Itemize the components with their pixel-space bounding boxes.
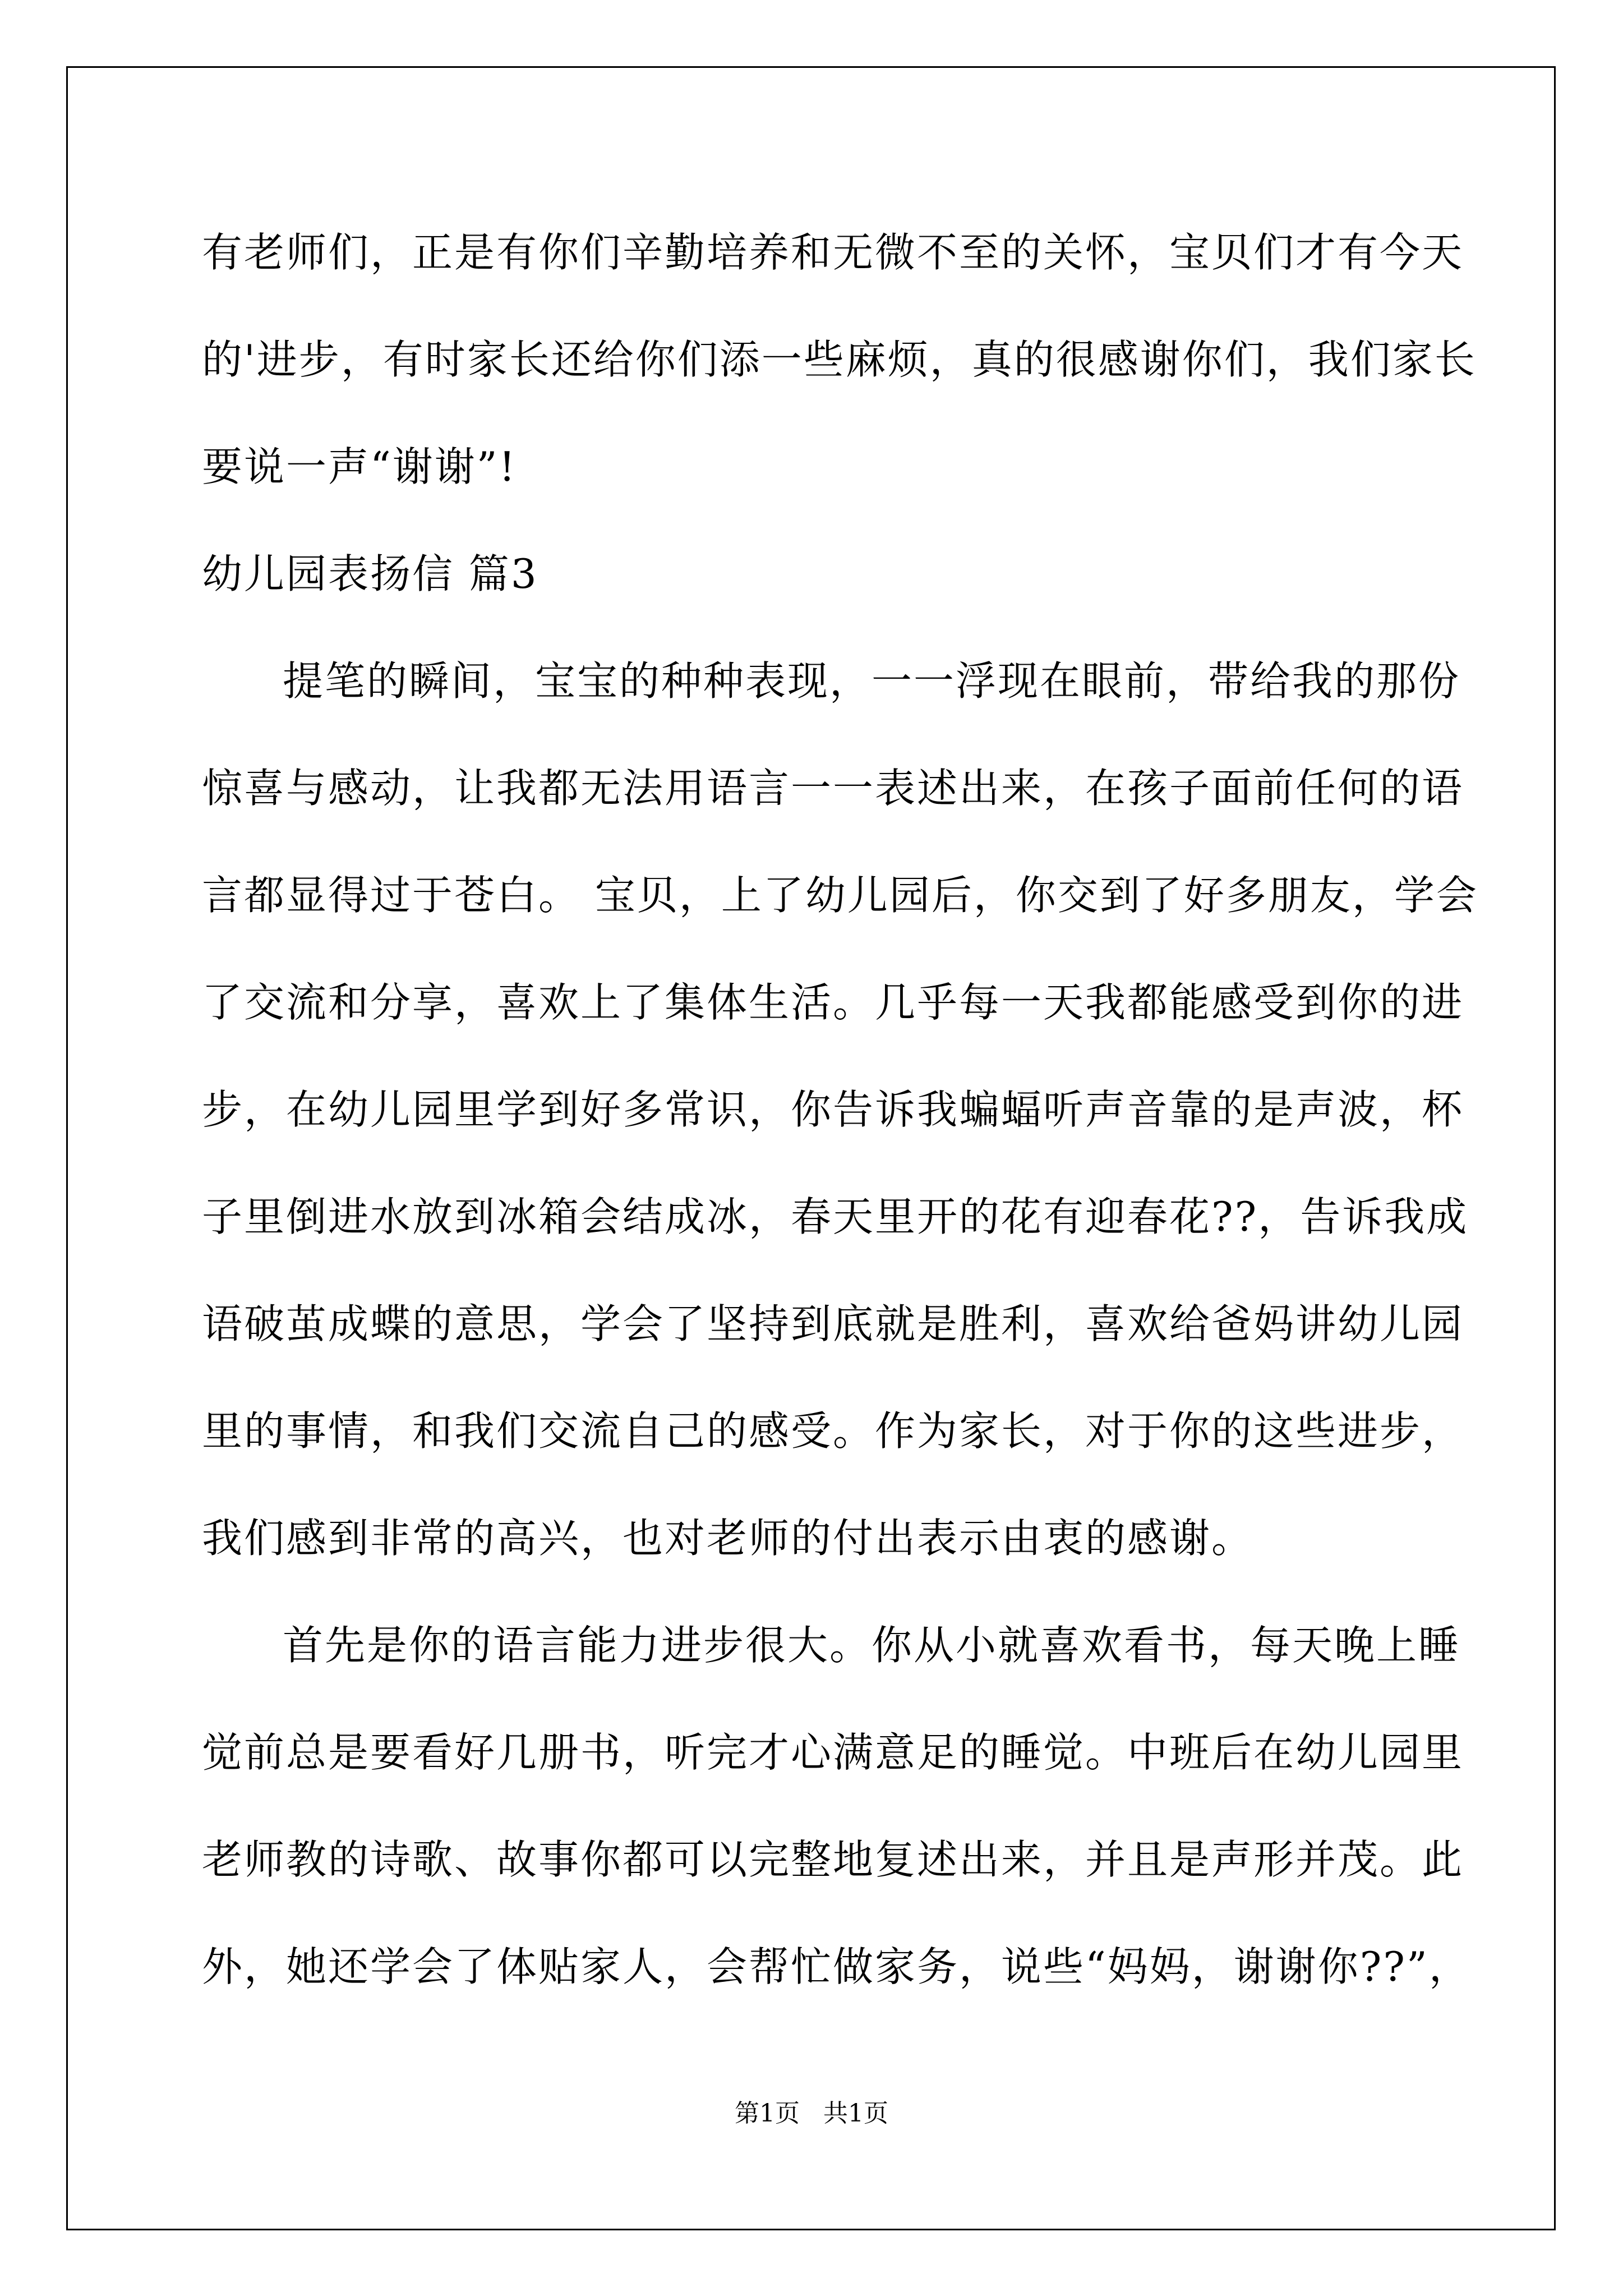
text-line-12: 里的事情，和我们交流自己的感受。作为家长，对于你的这些进步， [202, 1407, 1464, 1455]
text-line-14: 首先是你的语言能力进步很大。你从小就喜欢看书，每天晚上睡 [283, 1622, 1461, 1669]
text-line-1: 有老师们，正是有你们辛勤培养和无微不至的关怀，宝贝们才有今天 [202, 229, 1464, 276]
text-line-10: 子里倒进水放到冰箱会结成冰，春天里开的花有迎春花??，告诉我成 [202, 1193, 1469, 1240]
page-footer: 第1页 共1页 [735, 2099, 888, 2128]
section-heading: 幼儿园表扬信 篇3 [202, 550, 538, 597]
text-line-15: 觉前总是要看好几册书，听完才心满意足的睡觉。中班后在幼儿园里 [202, 1729, 1464, 1776]
text-line-5: 提笔的瞬间，宝宝的种种表现，一一浮现在眼前，带给我的那份 [283, 657, 1461, 705]
text-line-9: 步，在幼儿园里学到好多常识，你告诉我蝙蝠听声音靠的是声波，杯 [202, 1086, 1464, 1133]
text-line-17: 外，她还学会了体贴家人，会帮忙做家务，说些“妈妈，谢谢你??”， [202, 1943, 1471, 1990]
page-border [66, 66, 1556, 2230]
text-line-13: 我们感到非常的高兴，也对老师的付出表示由衷的感谢。 [202, 1515, 1254, 1562]
text-line-2: 的'进步，有时家长还给你们添一些麻烦，真的很感谢你们，我们家长 [202, 336, 1477, 383]
text-line-7: 言都显得过于苍白。 宝贝，上了幼儿园后，你交到了好多朋友，学会 [202, 872, 1478, 919]
text-line-11: 语破茧成蝶的意思，学会了坚持到底就是胜利，喜欢给爸妈讲幼儿园 [202, 1300, 1464, 1347]
text-line-6: 惊喜与感动，让我都无法用语言一一表述出来，在孩子面前任何的语 [202, 765, 1464, 812]
text-line-8: 了交流和分享，喜欢上了集体生活。几乎每一天我都能感受到你的进 [202, 979, 1464, 1026]
text-line-16: 老师教的诗歌、故事你都可以完整地复述出来，并且是声形并茂。此 [202, 1836, 1464, 1883]
text-line-3: 要说一声“谢谢”! [202, 443, 517, 490]
